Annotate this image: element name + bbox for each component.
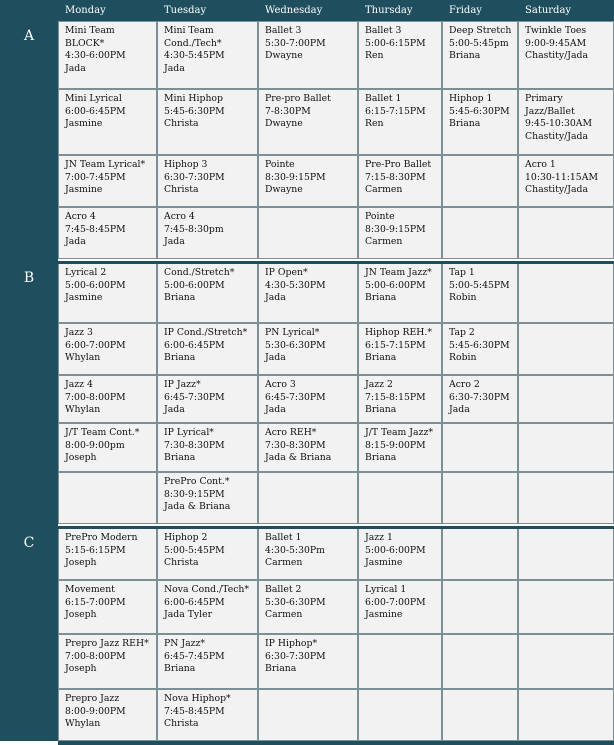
empty-cell bbox=[58, 472, 157, 524]
day-header-friday: Friday bbox=[449, 5, 482, 16]
class-line: 10:30-11:15AM bbox=[525, 171, 598, 183]
class-line: Joseph bbox=[65, 557, 97, 569]
class-line: 5:00-5:45PM bbox=[449, 279, 510, 291]
class-cell bbox=[58, 155, 157, 207]
class-line: Christa bbox=[164, 118, 199, 130]
class-line: IP Open* bbox=[265, 267, 308, 278]
class-cell bbox=[58, 689, 157, 741]
empty-cell bbox=[258, 689, 358, 741]
class-line: Ballet 3 bbox=[365, 25, 402, 36]
class-line: 6:30-7:30PM bbox=[265, 650, 326, 662]
class-line: 7:45-8:30pm bbox=[164, 223, 224, 235]
class-cell bbox=[58, 207, 157, 259]
class-line: Nova Hiphop* bbox=[164, 693, 231, 704]
class-line: 8:00-9:00PM bbox=[65, 705, 126, 717]
class-line: 5:30-7:00PM bbox=[265, 37, 326, 49]
class-line: 7:00-8:00PM bbox=[65, 650, 126, 662]
class-line: 7:15-8:30PM bbox=[365, 171, 426, 183]
class-cell bbox=[358, 263, 442, 323]
class-line: Christa bbox=[164, 557, 199, 569]
class-cell bbox=[58, 21, 157, 89]
empty-cell bbox=[442, 634, 518, 689]
class-line: Briana bbox=[365, 292, 397, 304]
class-line: Jazz/Ballet bbox=[525, 105, 575, 117]
empty-cell bbox=[518, 580, 614, 634]
class-line: Carmen bbox=[365, 184, 403, 196]
day-header-thursday: Thursday bbox=[365, 5, 413, 16]
class-cell bbox=[442, 89, 518, 155]
class-cell bbox=[157, 375, 258, 423]
class-cell bbox=[258, 375, 358, 423]
class-line: Jazz 1 bbox=[365, 532, 393, 543]
class-cell bbox=[157, 263, 258, 323]
section-divider bbox=[58, 741, 614, 745]
class-cell bbox=[258, 89, 358, 155]
class-line: IP Jazz* bbox=[164, 379, 201, 390]
class-line: 8:00-9:00pm bbox=[65, 439, 125, 451]
class-line: 7:00-7:45PM bbox=[65, 171, 126, 183]
empty-cell bbox=[358, 472, 442, 524]
class-cell bbox=[157, 528, 258, 580]
class-line: Jada & Briana bbox=[164, 501, 231, 513]
class-cell bbox=[157, 689, 258, 741]
class-line: Joseph bbox=[65, 609, 97, 621]
class-cell bbox=[58, 89, 157, 155]
class-line: 5:00-6:00PM bbox=[164, 279, 225, 291]
class-line: 7:45-8:45PM bbox=[65, 223, 126, 235]
class-line: Hiphop REH.* bbox=[365, 327, 433, 338]
class-line: 5:30-6:30PM bbox=[265, 596, 326, 608]
class-cell bbox=[58, 528, 157, 580]
class-line: Ren bbox=[365, 118, 384, 130]
class-line: Cond./Stretch* bbox=[164, 267, 235, 278]
class-line: Christa bbox=[164, 184, 199, 196]
class-cell bbox=[358, 528, 442, 580]
class-line: IP Hiphop* bbox=[265, 638, 318, 649]
class-line: Carmen bbox=[265, 557, 303, 569]
class-line: Briana bbox=[365, 452, 397, 464]
class-line: Ballet 3 bbox=[265, 25, 302, 36]
class-cell bbox=[157, 21, 258, 89]
class-line: Briana bbox=[365, 352, 397, 364]
class-line: 5:00-6:15PM bbox=[365, 37, 426, 49]
class-line: PN Jazz* bbox=[164, 638, 206, 649]
class-line: Jasmine bbox=[65, 118, 103, 130]
class-line: Dwayne bbox=[265, 50, 303, 62]
class-line: 7:15-8:15PM bbox=[365, 391, 426, 403]
class-cell bbox=[442, 21, 518, 89]
empty-cell bbox=[442, 528, 518, 580]
empty-cell bbox=[442, 472, 518, 524]
class-cell bbox=[157, 155, 258, 207]
class-line: PrePro Modern bbox=[65, 532, 138, 543]
class-line: Jazz 3 bbox=[65, 327, 93, 338]
empty-cell bbox=[518, 263, 614, 323]
class-line: Jada bbox=[65, 63, 86, 75]
class-line: 5:00-5:45pm bbox=[449, 37, 509, 49]
class-line: 6:30-7:30PM bbox=[449, 391, 510, 403]
class-line: Jada Tyler bbox=[164, 609, 213, 621]
class-line: 4:30-6:00PM bbox=[65, 50, 126, 62]
class-line: Briana bbox=[164, 663, 196, 675]
class-line: Acro 3 bbox=[265, 379, 296, 390]
class-line: PN Lyrical* bbox=[265, 327, 320, 338]
class-line: Pointe bbox=[265, 159, 295, 170]
class-line: 6:30-7:30PM bbox=[164, 171, 225, 183]
class-line: Prepro Jazz bbox=[65, 693, 120, 704]
class-line: Chastity/Jada bbox=[525, 50, 589, 62]
empty-cell bbox=[358, 634, 442, 689]
class-cell bbox=[157, 423, 258, 472]
class-line: Ballet 1 bbox=[265, 532, 302, 543]
class-line: 7:30-8:30PM bbox=[265, 439, 326, 451]
class-line: Hiphop 3 bbox=[164, 159, 208, 170]
class-line: 6:45-7:30PM bbox=[265, 391, 326, 403]
class-line: 6:00-7:00PM bbox=[65, 339, 126, 351]
class-line: 5:00-6:00PM bbox=[65, 279, 126, 291]
class-line: 5:00-5:45PM bbox=[164, 544, 225, 556]
empty-cell bbox=[442, 155, 518, 207]
class-line: Jasmine bbox=[65, 184, 103, 196]
section-label: C bbox=[23, 535, 35, 551]
class-cell bbox=[518, 21, 614, 89]
class-line: Jasmine bbox=[65, 292, 103, 304]
class-line: Acro 4 bbox=[65, 211, 96, 222]
class-line: Jada bbox=[164, 404, 185, 416]
class-line: Robin bbox=[449, 292, 477, 304]
section-divider bbox=[58, 526, 614, 529]
class-line: Acro 4 bbox=[164, 211, 195, 222]
class-line: 5:00-6:00PM bbox=[365, 544, 426, 556]
class-line: Cond./Tech* bbox=[164, 37, 222, 49]
class-line: Pre-Pro Ballet bbox=[365, 159, 432, 170]
empty-cell bbox=[442, 580, 518, 634]
empty-cell bbox=[258, 207, 358, 259]
empty-cell bbox=[518, 323, 614, 375]
class-line: 8:30-9:15PM bbox=[265, 171, 326, 183]
class-line: 8:30-9:15PM bbox=[365, 223, 426, 235]
empty-cell bbox=[442, 207, 518, 259]
class-line: 4:30-5:45PM bbox=[164, 50, 225, 62]
class-line: 6:15-7:15PM bbox=[365, 105, 426, 117]
class-cell bbox=[518, 155, 614, 207]
day-header-saturday: Saturday bbox=[525, 5, 572, 16]
class-line: 9:00-9:45AM bbox=[525, 37, 587, 49]
class-cell bbox=[58, 423, 157, 472]
section-band-b bbox=[0, 263, 58, 528]
class-line: J/T Team Cont.* bbox=[65, 427, 140, 438]
class-line: Whylan bbox=[65, 404, 101, 416]
class-line: Prepro Jazz REH* bbox=[65, 638, 149, 649]
class-line: Ballet 2 bbox=[265, 584, 302, 595]
day-header-wednesday: Wednesday bbox=[265, 5, 323, 16]
empty-cell bbox=[442, 423, 518, 472]
class-line: Lyrical 1 bbox=[365, 584, 407, 595]
class-line: Mini Team bbox=[164, 25, 214, 36]
class-cell bbox=[358, 323, 442, 375]
empty-cell bbox=[442, 689, 518, 741]
class-cell bbox=[258, 21, 358, 89]
day-header-tuesday: Tuesday bbox=[164, 5, 207, 16]
class-line: Acro 2 bbox=[449, 379, 480, 390]
class-line: Jada bbox=[265, 292, 286, 304]
class-cell bbox=[58, 323, 157, 375]
class-cell bbox=[358, 155, 442, 207]
class-line: 5:30-6:30PM bbox=[265, 339, 326, 351]
empty-cell bbox=[518, 375, 614, 423]
class-cell bbox=[258, 423, 358, 472]
class-line: 7-8:30PM bbox=[265, 105, 311, 117]
class-line: Hiphop 1 bbox=[449, 93, 493, 104]
class-line: Tap 1 bbox=[449, 267, 475, 278]
class-line: Deep Stretch bbox=[449, 25, 512, 36]
class-line: Nova Cond./Tech* bbox=[164, 584, 250, 595]
section-label: B bbox=[23, 270, 35, 286]
class-line: 6:00-7:00PM bbox=[365, 596, 426, 608]
empty-cell bbox=[358, 689, 442, 741]
class-line: 6:00-6:45PM bbox=[164, 596, 225, 608]
class-line: Briana bbox=[365, 404, 397, 416]
class-line: 7:45-8:45PM bbox=[164, 705, 225, 717]
class-line: 6:15-7:00PM bbox=[65, 596, 126, 608]
class-line: Mini Team bbox=[65, 25, 115, 36]
class-line: 5:15-6:15PM bbox=[65, 544, 126, 556]
class-cell bbox=[157, 89, 258, 155]
class-cell bbox=[358, 423, 442, 472]
class-line: Briana bbox=[164, 292, 196, 304]
class-line: IP Lyrical* bbox=[164, 427, 214, 438]
class-line: 9:45-10:30AM bbox=[525, 118, 593, 130]
class-line: Robin bbox=[449, 352, 477, 364]
class-line: 8:15-9:00PM bbox=[365, 439, 426, 451]
class-line: IP Cond./Stretch* bbox=[164, 327, 248, 338]
class-line: 6:45-7:30PM bbox=[164, 391, 225, 403]
class-line: Whylan bbox=[65, 352, 101, 364]
class-cell bbox=[258, 528, 358, 580]
class-cell bbox=[157, 323, 258, 375]
class-line: 5:45-6:30PM bbox=[449, 105, 510, 117]
class-cell bbox=[258, 263, 358, 323]
class-line: Jasmine bbox=[365, 609, 403, 621]
class-line: 7:00-8:00PM bbox=[65, 391, 126, 403]
class-cell bbox=[258, 634, 358, 689]
class-line: Jasmine bbox=[365, 557, 403, 569]
section-divider bbox=[58, 261, 614, 264]
empty-cell bbox=[518, 207, 614, 259]
class-line: Tap 2 bbox=[449, 327, 475, 338]
class-cell bbox=[442, 375, 518, 423]
class-line: Whylan bbox=[65, 718, 101, 730]
class-line: Briana bbox=[164, 452, 196, 464]
class-line: Jada bbox=[65, 236, 86, 248]
class-cell bbox=[442, 323, 518, 375]
class-line: Primary bbox=[525, 93, 563, 104]
class-cell bbox=[358, 375, 442, 423]
class-line: Jada bbox=[265, 352, 286, 364]
class-line: Dwayne bbox=[265, 118, 303, 130]
class-line: Jada bbox=[265, 404, 286, 416]
class-line: Lyrical 2 bbox=[65, 267, 107, 278]
class-line: Jazz 4 bbox=[65, 379, 93, 390]
class-line: 8:30-9:15PM bbox=[164, 488, 225, 500]
class-cell bbox=[358, 21, 442, 89]
section-band-c bbox=[0, 528, 58, 741]
class-line: Movement bbox=[65, 584, 115, 595]
class-line: Carmen bbox=[365, 236, 403, 248]
class-cell bbox=[58, 634, 157, 689]
class-line: JN Team Lyrical* bbox=[65, 159, 146, 170]
class-line: Jada & Briana bbox=[265, 452, 332, 464]
class-line: Mini Hiphop bbox=[164, 93, 223, 104]
class-line: Pre-pro Ballet bbox=[265, 93, 331, 104]
class-line: Ballet 1 bbox=[365, 93, 402, 104]
class-line: Pointe bbox=[365, 211, 395, 222]
class-cell bbox=[58, 580, 157, 634]
class-line: Briana bbox=[449, 50, 481, 62]
class-line: Briana bbox=[449, 118, 481, 130]
class-line: 5:45-6:30PM bbox=[164, 105, 225, 117]
empty-cell bbox=[518, 472, 614, 524]
class-line: Acro 1 bbox=[525, 159, 556, 170]
class-line: Mini Lyrical bbox=[65, 93, 122, 104]
empty-cell bbox=[518, 423, 614, 472]
class-line: J/T Team Jazz* bbox=[365, 427, 434, 438]
class-cell bbox=[157, 580, 258, 634]
class-line: 5:00-6:00PM bbox=[365, 279, 426, 291]
class-line: Carmen bbox=[265, 609, 303, 621]
class-cell bbox=[258, 155, 358, 207]
class-line: Joseph bbox=[65, 663, 97, 675]
day-header-monday: Monday bbox=[65, 5, 106, 16]
class-cell bbox=[258, 580, 358, 634]
class-line: Acro REH* bbox=[265, 427, 317, 438]
class-cell bbox=[58, 375, 157, 423]
class-line: BLOCK* bbox=[65, 37, 105, 49]
class-line: Jada bbox=[449, 404, 470, 416]
class-line: 6:00-6:45PM bbox=[65, 105, 126, 117]
class-line: Jada bbox=[164, 63, 185, 75]
class-line: Ren bbox=[365, 50, 384, 62]
class-line: Jazz 2 bbox=[365, 379, 393, 390]
class-line: 6:45-7:45PM bbox=[164, 650, 225, 662]
class-line: JN Team Jazz* bbox=[365, 267, 432, 278]
class-line: 4:30-5:30PM bbox=[265, 279, 326, 291]
class-cell bbox=[157, 207, 258, 259]
class-line: Briana bbox=[164, 352, 196, 364]
empty-cell bbox=[518, 528, 614, 580]
class-line: Hiphop 2 bbox=[164, 532, 208, 543]
class-cell bbox=[358, 580, 442, 634]
class-line: Briana bbox=[265, 663, 297, 675]
empty-cell bbox=[258, 472, 358, 524]
class-cell bbox=[358, 89, 442, 155]
class-cell bbox=[442, 263, 518, 323]
class-line: Dwayne bbox=[265, 184, 303, 196]
class-cell bbox=[157, 634, 258, 689]
empty-cell bbox=[518, 634, 614, 689]
class-line: 6:15-7:15PM bbox=[365, 339, 426, 351]
class-cell bbox=[258, 323, 358, 375]
class-line: 6:00-6:45PM bbox=[164, 339, 225, 351]
section-label: A bbox=[23, 28, 35, 44]
class-cell bbox=[157, 472, 258, 524]
empty-cell bbox=[518, 689, 614, 741]
class-line: 4:30-5:30Pm bbox=[265, 544, 325, 556]
class-cell bbox=[358, 207, 442, 259]
class-line: Christa bbox=[164, 718, 199, 730]
class-cell bbox=[58, 263, 157, 323]
class-line: Twinkle Toes bbox=[525, 25, 587, 36]
class-line: Chastity/Jada bbox=[525, 184, 589, 196]
class-line: 5:45-6:30PM bbox=[449, 339, 510, 351]
class-cell bbox=[518, 89, 614, 155]
class-line: Jada bbox=[164, 236, 185, 248]
class-line: Chastity/Jada bbox=[525, 131, 589, 143]
class-line: 7:30-8:30PM bbox=[164, 439, 225, 451]
class-line: Joseph bbox=[65, 452, 97, 464]
class-line: PrePro Cont.* bbox=[164, 476, 230, 487]
